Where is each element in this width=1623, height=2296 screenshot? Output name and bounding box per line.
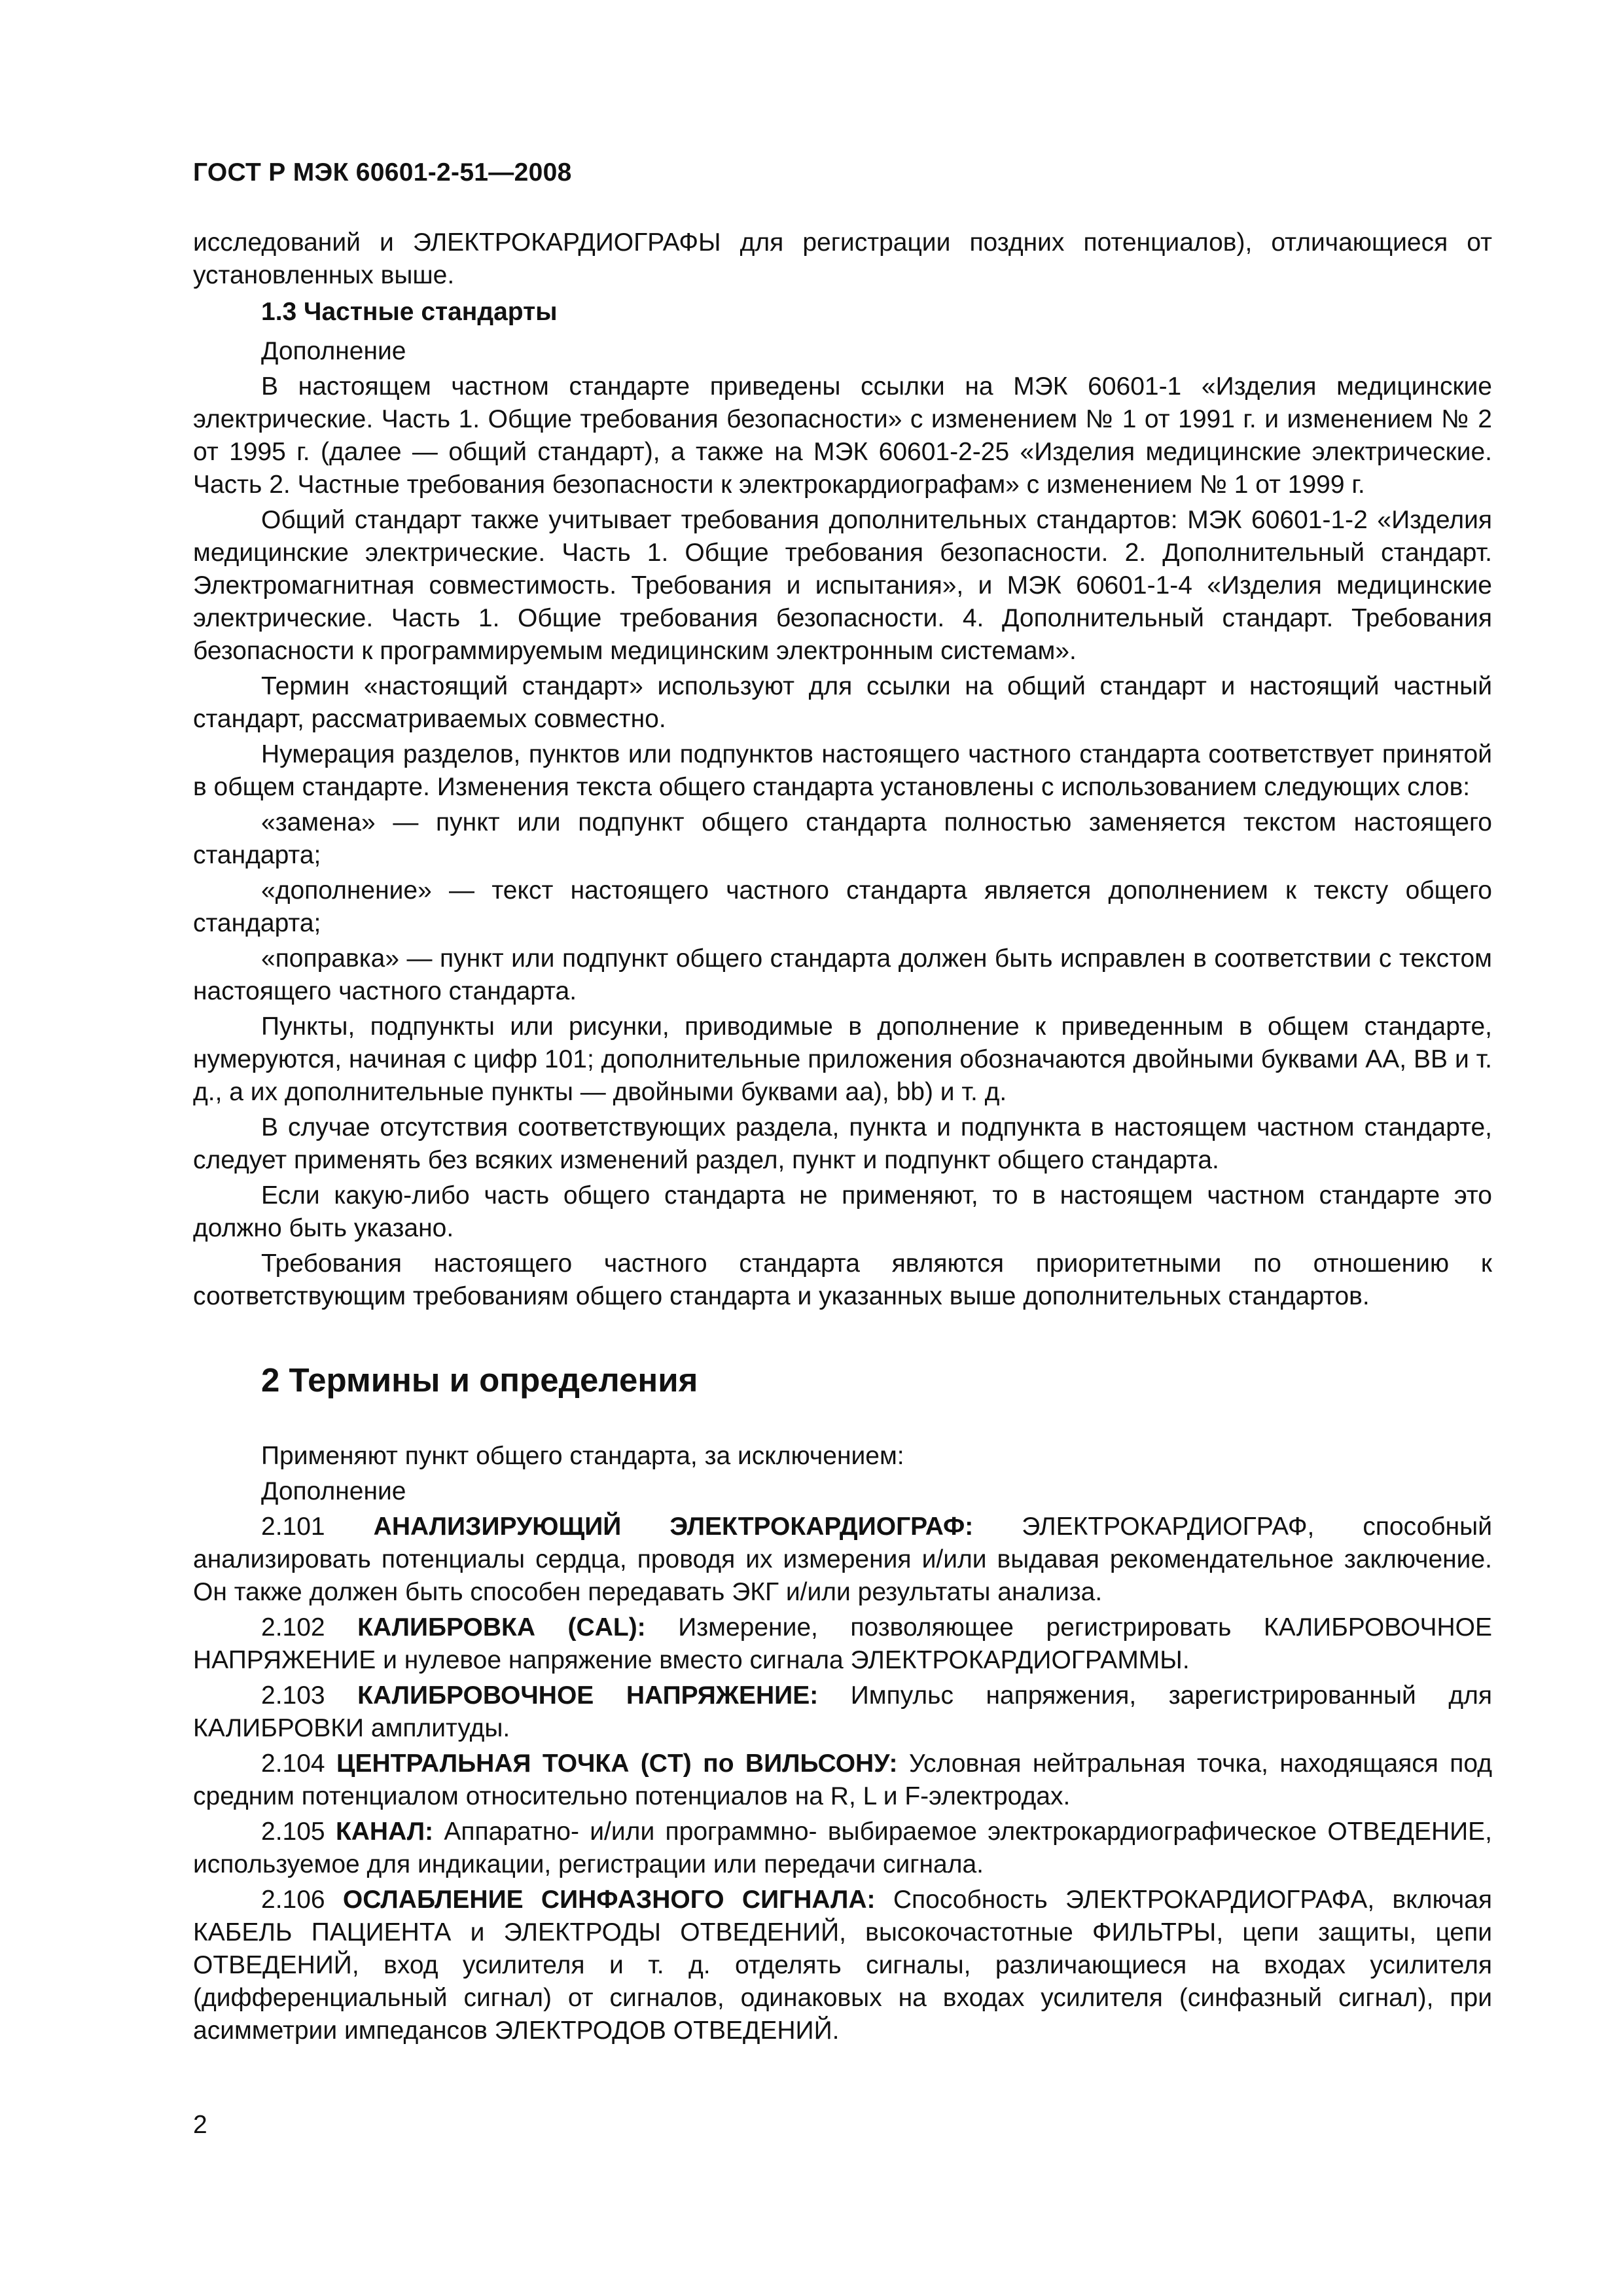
- term-number: 2.104: [261, 1749, 336, 1778]
- paragraph: Термин «настоящий стандарт» используют для ссылки на общий стандарт и настоящий частный стандарт, рассматриваемых совместно.: [193, 672, 1492, 733]
- term-number: 2.106: [261, 1886, 343, 1914]
- paragraph: Дополнение: [261, 1477, 406, 1505]
- term-name: КАНАЛ:: [335, 1818, 434, 1846]
- paragraph: Общий стандарт также учитывает требования дополнительных стандартов: МЭК 60601-1-2 «Изделия медицинские электрические. Часть 1. Общие требования безопасности. 2. Дополнительный стандарт. Электромагнитная совместимость. Требования и испытания», и МЭК 60601-1-4 «Изделия медицинские электрические. Часть 1. Общие требования безопасности. 4. Дополнительный стандарт. Требования безопасности к программируемым медицинским электронным системам».: [193, 506, 1492, 665]
- paragraph: Пункты, подпункты или рисунки, приводимые в дополнение к приведенным в общем стандарте, нумеруются, начиная с цифр 101; дополнительные приложения обозначаются двойными буквами АА, ВВ и т. д., а их дополнительные пункты — двойными буквами aa), bb) и т. д.: [193, 1013, 1492, 1106]
- term-definition-text: Измерение, позволяющее регистрировать КАЛИБРОВОЧНОЕ НАПРЯЖЕНИЕ и нулевое напряжение вместо сигнала ЭЛЕКТРОКАРДИОГРАММЫ.: [193, 1613, 1492, 1674]
- term-number: 2.103: [261, 1681, 358, 1710]
- term-definition-text: Условная нейтральная точка, находящаяся под средним потенциалом относительно потенциалов на R, L и F-электродах.: [193, 1749, 1492, 1810]
- term-definition-text: Аппаратно- и/или программно- выбираемое электрокардиографическое ОТВЕДЕНИЕ, используемое для индикации, регистрации или передачи сигнала.: [193, 1818, 1493, 1878]
- term-definition: [193, 1816, 1492, 1881]
- term-definition-text: ЭЛЕКТРОКАРДИОГРАФ, способный анализировать потенциалы сердца, проводя их измерения и/или выдавая рекомендательное заключение. Он также должен быть способен передавать ЭКГ и/или результаты анализа.: [193, 1513, 1492, 1606]
- term-name: ЦЕНТРАЛЬНАЯ ТОЧКА (CT) по ВИЛЬСОНУ:: [336, 1749, 898, 1778]
- paragraph: «поправка» — пункт или подпункт общего стандарта должен быть исправлен в соответствии с текстом настоящего частного стандарта.: [193, 944, 1492, 1005]
- paragraph: Дополнение: [261, 337, 406, 365]
- term-definition-text: Импульс напряжения, зарегистрированный для КАЛИБРОВКИ амплитуды.: [193, 1681, 1492, 1742]
- term-definition: [193, 1611, 1492, 1677]
- paragraph: В настоящем частном стандарте приведены ссылки на МЭК 60601-1 «Изделия медицинские электрические. Часть 1. Общие требования безопасности» с изменением № 1 от 1991 г. и изменением № 2 от 1995 г. (далее — общий стандарт), а также на МЭК 60601-2-25 «Изделия медицинские электрические. Часть 2. Частные требования безопасности к электрокардиографам» с изменением № 1 от 1999 г.: [193, 372, 1492, 499]
- term-name: КАЛИБРОВКА (CAL):: [357, 1613, 646, 1641]
- paragraph: Требования настоящего частного стандарта являются приоритетными по отношению к соответствующим требованиям общего стандарта и указанных выше дополнительных стандартов.: [193, 1249, 1492, 1310]
- term-definition: [193, 1679, 1492, 1745]
- term-definition: [193, 1511, 1492, 1609]
- term-name: КАЛИБРОВОЧНОЕ НАПРЯЖЕНИЕ:: [357, 1681, 819, 1710]
- term-name: АНАЛИЗИРУЮЩИЙ ЭЛЕКТРОКАРДИОГРАФ:: [373, 1513, 974, 1541]
- term-number: 2.101: [261, 1513, 374, 1541]
- page-number: 2: [193, 2111, 207, 2139]
- subsection-heading-1-3: 1.3 Частные стандарты: [261, 298, 558, 326]
- paragraph: «дополнение» — текст настоящего частного стандарта является дополнением к тексту общего стандарта;: [193, 876, 1492, 937]
- term-number: 2.105: [261, 1818, 336, 1846]
- paragraph: «замена» — пункт или подпункт общего стандарта полностью заменяется текстом настоящего стандарта;: [193, 808, 1492, 869]
- term-definition: [193, 1884, 1492, 2047]
- intro-continuation: исследований и ЭЛЕКТРОКАРДИОГРАФЫ для регистрации поздних потенциалов), отличающиеся от установленных выше.: [193, 228, 1492, 289]
- paragraph: Нумерация разделов, пунктов или подпунктов настоящего частного стандарта соответствует принятой в общем стандарте. Изменения текста общего стандарта установлены с использованием следующих слов:: [193, 740, 1492, 801]
- document-header: ГОСТ Р МЭК 60601-2-51—2008: [193, 158, 572, 187]
- term-definition: [193, 1748, 1492, 1813]
- paragraph: В случае отсутствия соответствующих раздела, пункта и подпункта в настоящем частном стандарте, следует применять без всяких изменений раздел, пункт и подпункт общего стандарта.: [193, 1113, 1492, 1174]
- term-definition-text: Способность ЭЛЕКТРОКАРДИОГРАФА, включая КАБЕЛЬ ПАЦИЕНТА и ЭЛЕКТРОДЫ ОТВЕДЕНИЙ, высокочастотные ФИЛЬТРЫ, цепи защиты, цепи ОТВЕДЕНИЙ, вход усилителя и т. д. отделять сигналы, различающиеся на входах усилителя (дифференциальный сигнал) от сигналов, одинаковых на входах усилителя (синфазный сигнал), при асимметрии импедансов ЭЛЕКТРОДОВ ОТВЕДЕНИЙ.: [193, 1886, 1492, 2045]
- paragraph: Если какую-либо часть общего стандарта не применяют, то в настоящем частном стандарте это должно быть указано.: [193, 1181, 1492, 1242]
- document-body: [193, 226, 1492, 2050]
- term-number: 2.102: [261, 1613, 358, 1641]
- section-heading-2: 2 Термины и определения: [261, 1361, 698, 1399]
- paragraph: Применяют пункт общего стандарта, за исключением:: [261, 1442, 904, 1470]
- term-name: ОСЛАБЛЕНИЕ СИНФАЗНОГО СИГНАЛА:: [342, 1886, 876, 1914]
